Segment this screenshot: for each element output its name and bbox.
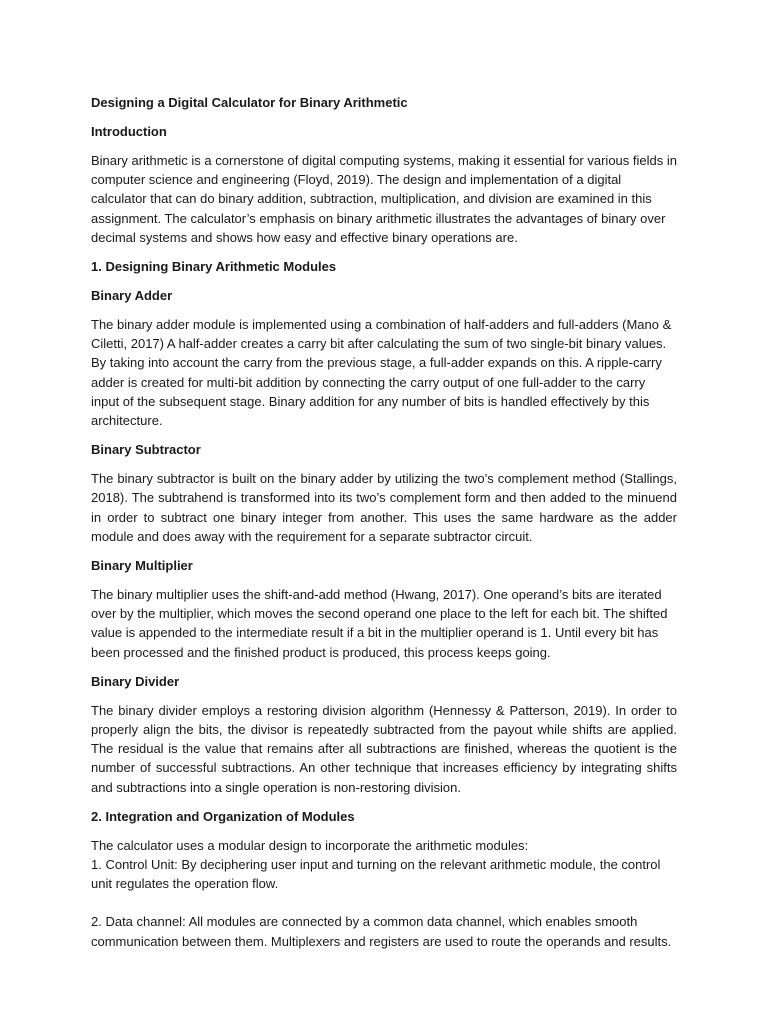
divider-paragraph: The binary divider employs a restoring division algorithm (Hennessy & Patterson, 2019). In order to properly align the bits, the divisor is repeatedly subtracted from the payout while shifts are applied. The residual is the value that remains after all subtractions are finished, whereas the quotient is the number of successful subtractions. An other technique that increases efficiency by integrating shifts and subtractions into a single operation is non-restoring division.	[91, 702, 677, 795]
subtractor-paragraph: The binary subtractor is built on the binary adder by utilizing the two’s complement method (Stallings, 2018). The subtrahend is transformed into its two’s complement form and then added to the minuend in order to subtract one binary integer from another. This uses the same hardware as the adder module and does away with the requirement for a separate subtractor circuit.	[91, 471, 677, 544]
section1-heading: 1. Designing Binary Arithmetic Modules	[91, 259, 337, 275]
list-spacer	[91, 893, 677, 912]
section2-intro: The calculator uses a modular design to incorporate the arithmetic modules:	[91, 837, 529, 853]
adder-heading: Binary Adder	[91, 288, 173, 304]
introduction-heading: Introduction	[91, 124, 167, 139]
adder-paragraph: The binary adder module is implemented using a combination of half-adders and full-adders (Mano & Ciletti, 2017) A half-adder creates a carry bit after calculating the sum of two single-bit binary values. By taking into account the carry from the previous stage, a full-adder expands on this. A ripple-carry adder is created for multi-bit addition by connecting the carry output of one full-adder to the carry input of the subsequent stage. Binary addition for any number of bits is handled effectively by this architecture.	[91, 317, 672, 429]
document-title: Designing a Digital Calculator for Binary Arithmetic	[91, 95, 408, 110]
list-item-data-channel: 2. Data channel: All modules are connected by a common data channel, which enables smooth communication between them. Multiplexers and registers are used to route the operands and results.	[91, 914, 672, 949]
introduction-paragraph: Binary arithmetic is a cornerstone of digital computing systems, making it essential for various fields in computer science and engineering (Floyd, 2019). The design and implementation of a digital calculator that can do binary addition, subtraction, multiplication, and division are examined in this assignment. The calculator’s emphasis on binary arithmetic illustrates the advantages of binary over decimal systems and shows how easy and effective binary operations are.	[91, 153, 677, 245]
divider-heading: Binary Divider	[91, 673, 180, 689]
multiplier-heading: Binary Multiplier	[91, 558, 193, 574]
section2-heading: 2. Integration and Organization of Modules	[91, 808, 355, 824]
subtractor-heading: Binary Subtractor	[91, 442, 201, 458]
list-item-control-unit: 1. Control Unit: By deciphering user input and turning on the relevant arithmetic module, the control unit regulates the operation flow.	[91, 857, 661, 892]
multiplier-paragraph: The binary multiplier uses the shift-and-add method (Hwang, 2017). One operand’s bits are iterated over by the multiplier, which moves the second operand one place to the left for each bit. The shifted value is appended to the intermediate result if a bit in the multiplier operand is 1. Until every bit has been processed and the finished product is produced, this process keeps going.	[91, 587, 668, 660]
